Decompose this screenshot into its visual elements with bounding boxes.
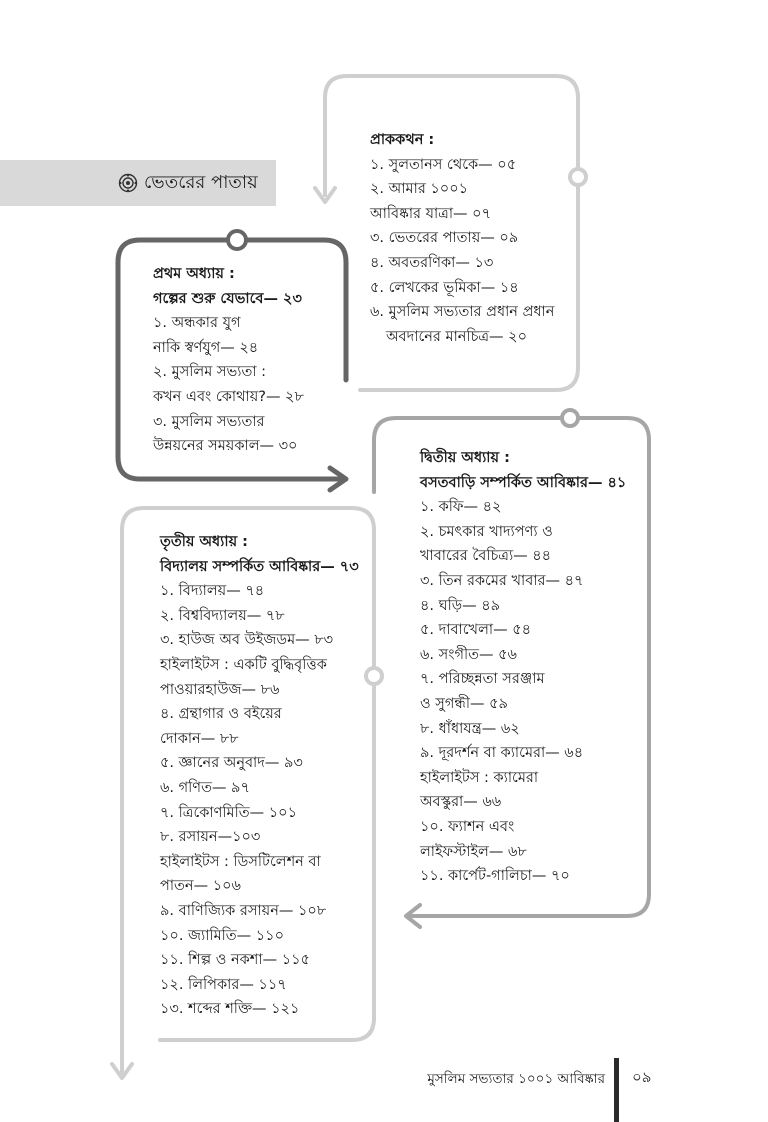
toc-entry: খাবারের বৈচিত্র্য— ৪৪ — [420, 548, 552, 565]
chapter2-block — [420, 446, 626, 889]
flower-ornament-icon — [118, 173, 138, 193]
chapter3-title: তৃতীয় অধ্যায় : — [160, 534, 248, 550]
toc-entry: ২. আমার ১০০১ — [370, 181, 469, 198]
chapter3-block — [160, 530, 359, 1022]
toc-entry: দোকান— ৮৮ — [160, 730, 239, 747]
footer-divider — [614, 1058, 619, 1122]
toc-entry: ৫. দাবাখেলা— ৫৪ — [420, 622, 532, 639]
toc-entry: পাওয়ারহাউজ— ৮৬ — [160, 681, 280, 698]
toc-entry: ১১. শিল্প ও নকশা— ১১৫ — [160, 952, 310, 969]
toc-entry: ২. মুসলিম সভ্যতা : — [153, 364, 267, 381]
toc-entry: ৮. রসায়ন—১০৩ — [160, 829, 261, 846]
toc-entry: ৪. অবতরণিকা— ১৩ — [370, 254, 494, 271]
toc-entry: ২. চমৎকার খাদ্যপণ্য ও — [420, 523, 553, 540]
toc-entry: ৩. ভেতরের পাতায়— ০৯ — [370, 230, 519, 247]
toc-entry: ৪. ঘড়ি— ৪৯ — [420, 597, 501, 614]
preface-block — [370, 128, 554, 349]
toc-entry: ১০. ফ্যাশন এবং — [420, 818, 515, 835]
toc-entry: ৭. ত্রিকোণমিতি— ১০১ — [160, 804, 297, 821]
toc-entry: ৩. তিন রকমের খাবার— ৪৭ — [420, 572, 584, 589]
toc-entry: নাকি স্বর্ণযুগ— ২৪ — [153, 339, 259, 356]
section-header — [118, 171, 258, 195]
toc-entry: ৮. ধাঁধাযন্ত্র— ৬২ — [420, 720, 520, 737]
toc-entry: পাতন— ১০৬ — [160, 878, 241, 895]
toc-entry: ১. কফি— ৪২ — [420, 499, 502, 516]
toc-entry: ৩. মুসলিম সভ্যতার — [153, 413, 265, 430]
toc-entry: ৩. হাউজ অব উইজডম— ৮৩ — [160, 632, 334, 649]
toc-entry: হাইলাইটস : ডিসটিলেশন বা — [160, 853, 321, 870]
toc-entry: ১২. লিপিকার— ১১৭ — [160, 976, 287, 993]
toc-entry: হাইলাইটস : ক্যামেরা — [420, 769, 539, 786]
toc-entry: ৫. লেখকের ভূমিকা— ১৪ — [370, 279, 519, 296]
toc-entry: অবদানের মানচিত্র— ২০ — [386, 328, 528, 345]
chapter1-subtitle: গল্পের শুরু যেভাবে— ২৩ — [153, 290, 302, 307]
toc-entry: ৯. বাণিজ্যিক রসায়ন— ১০৮ — [160, 902, 327, 919]
toc-entry: ৪. গ্রন্থাগার ও বইয়ের — [160, 706, 282, 723]
toc-entry: ৭. পরিচ্ছন্নতা সরঞ্জাম — [420, 671, 545, 688]
toc-entry: ১. অন্ধকার যুগ — [153, 315, 241, 332]
toc-entry: ৬. গণিত— ৯৭ — [160, 779, 250, 796]
toc-entry: ২. বিশ্ববিদ্যালয়— ৭৮ — [160, 607, 285, 624]
toc-entry: অবস্কুরা— ৬৬ — [420, 794, 502, 811]
toc-entry: ১৩. শব্দের শক্তি— ১২১ — [160, 1001, 300, 1018]
toc-entry: ৬. মুসলিম সভ্যতার প্রধান প্রধান — [370, 304, 555, 321]
toc-entry: ১. সুলতানস থেকে— ০৫ — [370, 156, 517, 173]
toc-entry: ১. বিদ্যালয়— ৭৪ — [160, 583, 265, 600]
toc-entry: ১০. জ্যামিতি— ১১০ — [160, 927, 285, 944]
toc-entry: লাইফস্টাইল— ৬৮ — [420, 843, 527, 860]
toc-entry: হাইলাইটস : একটি বুদ্ধিবৃত্তিক — [160, 656, 327, 673]
chapter3-subtitle: বিদ্যালয় সম্পর্কিত আবিষ্কার— ৭৩ — [160, 558, 359, 575]
toc-entry: ৬. সংগীত— ৫৬ — [420, 646, 517, 663]
page-number: ০৯ — [632, 1068, 652, 1086]
chapter2-title: দ্বিতীয় অধ্যায় : — [420, 450, 510, 466]
footer-book-title: মুসলিম সভ্যতার ১০০১ আবিষ্কার — [427, 1071, 605, 1087]
toc-entry: ৯. দূরদর্শন বা ক্যামেরা— ৬৪ — [420, 745, 584, 762]
chapter1-block — [153, 262, 304, 459]
preface-title: প্রাককথন : — [370, 132, 435, 148]
toc-entry: ও সুগন্ধী— ৫৯ — [420, 695, 508, 712]
toc-entry: ৫. জ্ঞানের অনুবাদ— ৯৩ — [160, 755, 303, 772]
toc-entry: উন্নয়নের সময়কাল— ৩০ — [153, 438, 298, 455]
chapter2-subtitle: বসতবাড়ি সম্পর্কিত আবিষ্কার— ৪১ — [420, 474, 627, 491]
toc-entry: ১১. কার্পেট-গালিচা— ৭০ — [420, 868, 570, 885]
chapter1-title: প্রথম অধ্যায় : — [153, 266, 235, 282]
toc-entry: কখন এবং কোথায়?— ২৮ — [153, 388, 304, 405]
toc-entry: আবিষ্কার যাত্রা— ০৭ — [370, 205, 491, 222]
header-title: ভেতরের পাতায় — [144, 172, 258, 193]
